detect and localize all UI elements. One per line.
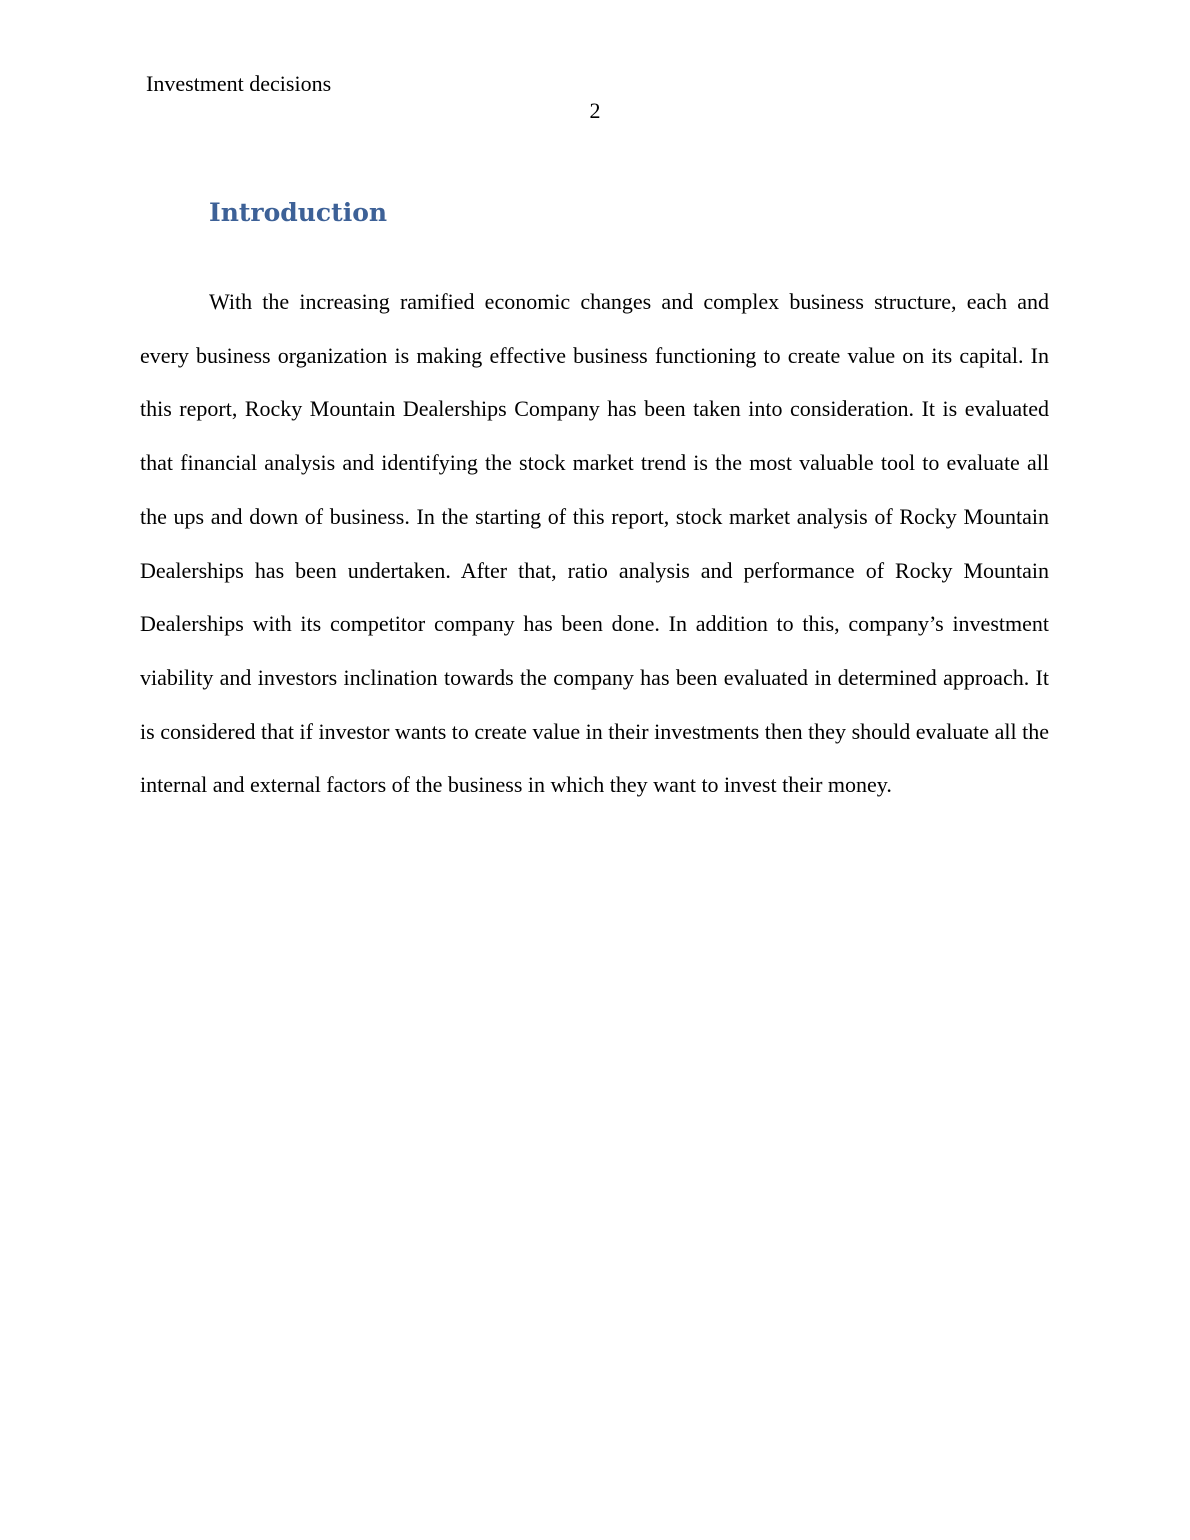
introduction-paragraph: With the increasing ramified economic changes and complex business structure, each and every business organization is making effective business functioning to create value on its capital. In this report, Rocky Mountain Dealerships Company has been taken into consideration. It is evaluated that financial analysis and identifying the stock market trend is the most valuable tool to evaluate all the ups and down of business. In the starting of this report, stock market analysis of Rocky Mountain Dealerships has been undertaken. After that, ratio analysis and performance of Rocky Mountain Dealerships with its competitor company has been done. In addition to this, company’s investment viability and investors inclination towards the company has been evaluated in determined approach. It is considered that if investor wants to create value in their investments then they should evaluate all the internal and external factors of the business in which they want to invest their money. — [140, 289, 1049, 798]
section-heading-introduction: Introduction — [209, 198, 388, 227]
running-head-title: Investment decisions — [146, 71, 332, 96]
page-number: 2 — [589, 98, 601, 123]
